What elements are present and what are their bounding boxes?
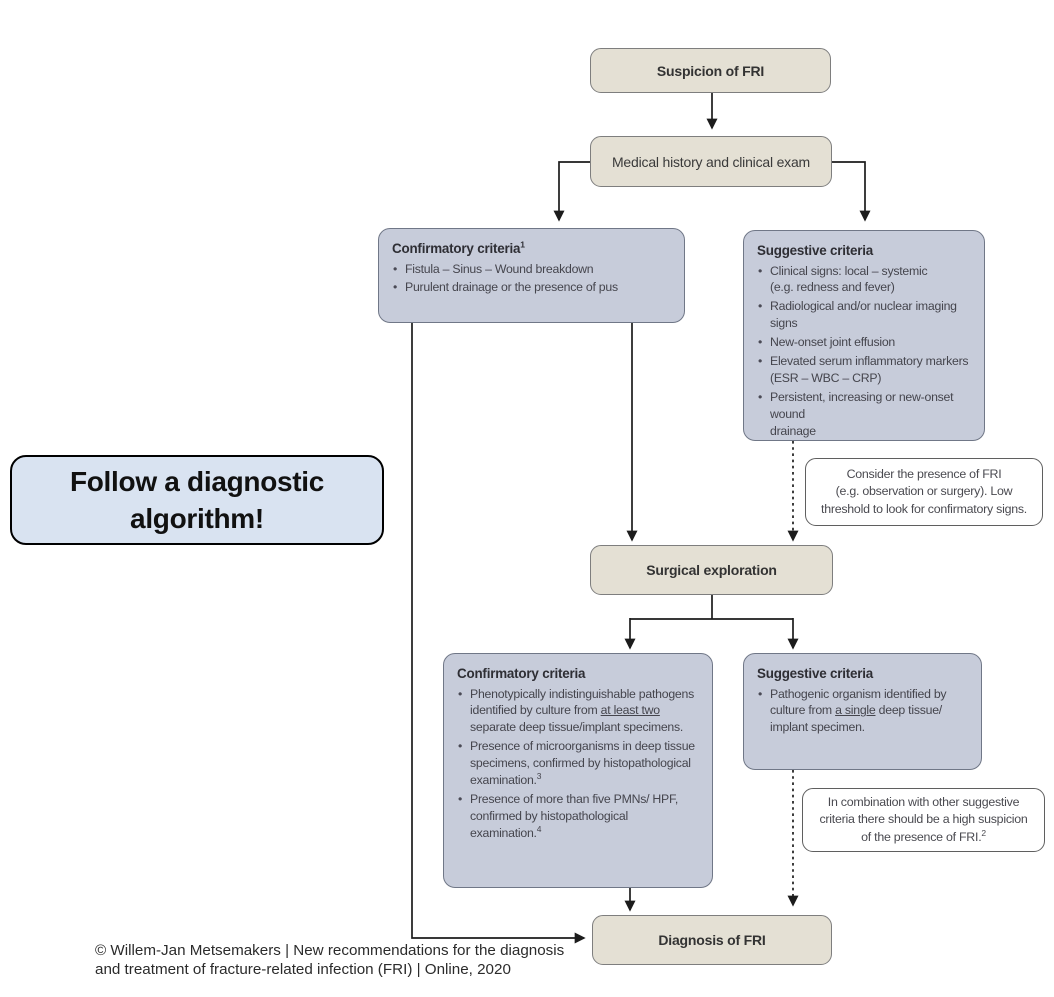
footnote-1: 1: [520, 239, 525, 250]
footnote-2: 2: [981, 827, 986, 838]
confirmatory-criteria-top-box: [378, 228, 685, 323]
confirmatory-bottom-title: Confirmatory criteria: [457, 666, 586, 681]
list-item: • Persistent, increasing or new-onset wound drainage: [757, 389, 974, 440]
list-item: • Purulent drainage or the presence of pus: [392, 279, 674, 296]
confirmatory-bottom-list: [457, 686, 702, 843]
arrow-medical-to-suggestive-top: [832, 162, 865, 220]
diagnosis-of-fri-box: [592, 915, 832, 965]
suggestive-top-title: Suggestive criteria: [757, 243, 874, 258]
list-item: • Elevated serum inflammatory markers (ESR – WBC – CRP): [757, 353, 974, 387]
suggestive-criteria-top-box: [743, 230, 985, 441]
suggestive-bottom-title: Suggestive criteria: [757, 666, 874, 681]
copyright-text: © Willem-Jan Metsemakers | New recommendations for the diagnosis and treatment of fracture-related infection (FRI) | Online, 2020: [95, 942, 565, 979]
follow-algorithm-callout: Follow a diagnostic algorithm!: [10, 455, 384, 545]
confirmatory-criteria-bottom-box: [443, 653, 713, 888]
suggestive-top-list: [757, 263, 974, 441]
combination-note: In combination with other suggestive criteria there should be a high suspicion of the presence of FRI.$^2$: [802, 788, 1045, 852]
list-item: • Presence of microorganisms in deep tissue specimens, confirmed by histopathological examination.$^3$: [457, 738, 702, 789]
suggestive-bottom-list: [757, 686, 971, 737]
suspicion-of-fri-box: [590, 48, 831, 93]
surgical-exploration-label: Surgical exploration: [646, 562, 777, 578]
suspicion-of-fri-label: Suspicion of FRI: [656, 62, 765, 79]
footnote-4: 4: [536, 824, 542, 835]
list-item: • Fistula – Sinus – Wound breakdown: [392, 261, 674, 278]
suggestive-criteria-bottom-box: [743, 653, 982, 770]
medical-history-label: Medical history and clinical exam: [611, 153, 811, 170]
footnote-3: 3: [536, 771, 542, 782]
list-item: • New-onset joint effusion: [757, 334, 974, 351]
confirmatory-top-list: [392, 261, 674, 297]
confirmatory-top-title: Confirmatory criteria$^1$: [392, 239, 525, 256]
list-item: • Clinical signs: local – systemic (e.g. redness and fever): [757, 263, 974, 297]
diagnosis-of-fri-label: Diagnosis of FRI: [658, 932, 766, 948]
arrow-medical-to-confirmatory-top: [559, 162, 590, 220]
list-item: • Pathogenic organism identified by culture from a single deep tissue/ implant specimen.: [757, 686, 971, 737]
surgical-exploration-box: [590, 545, 833, 595]
list-item: • Radiological and/or nuclear imaging signs: [757, 298, 974, 332]
list-item: • Phenotypically indistinguishable pathogens identified by culture from at least two separate deep tissue/implant specimens.: [457, 686, 702, 737]
list-item: • Presence of more than five PMNs/ HPF, confirmed by histopathological examination.$^4$: [457, 791, 702, 842]
consider-fri-note: Consider the presence of FRI (e.g. observation or surgery). Low threshold to look for confirmatory signs.: [805, 458, 1043, 526]
medical-history-box: [590, 136, 832, 187]
